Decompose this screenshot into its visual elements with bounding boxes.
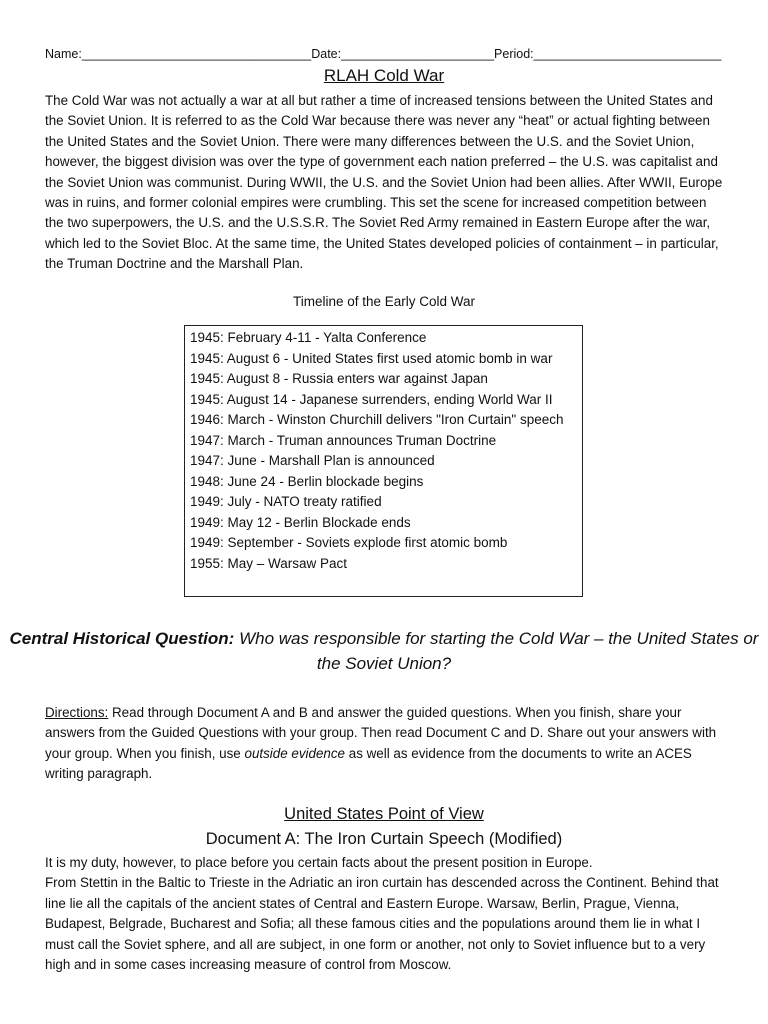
document-paragraph: It is my duty, however, to place before you certain facts about the present position in Europe. (45, 855, 593, 870)
central-question-label: Central Historical Question: (9, 629, 235, 648)
timeline-heading: Timeline of the Early Cold War (292, 294, 476, 309)
timeline-item: 1945: August 14 - Japanese surrenders, ending World War II (190, 391, 553, 407)
timeline-item: 1949: July - NATO treaty ratified (190, 494, 382, 509)
name-date-period-line: Name:_________________________________Date:______________________Period:___________________________ (45, 47, 722, 61)
directions-paragraph (45, 703, 725, 785)
timeline-item: 1945: August 6 - United States first used atomic bomb in war (190, 350, 553, 366)
directions-emphasis: outside evidence (244, 745, 346, 761)
timeline-box (184, 325, 583, 597)
timeline-item: 1949: May 12 - Berlin Blockade ends (190, 514, 411, 530)
section-heading: United States Point of View (284, 805, 484, 823)
document-paragraph: From Stettin in the Baltic to Trieste in the Adriatic an iron curtain has descended across the Continent. Behind that line lie all the capitals of the ancient states of Central and Eastern Europe. Warsaw, Berlin, Prague, Vienna, Budapest, Belgrade, Bucharest and Sofia; all these famous cities and the populations around them lie in what I must call the Soviet sphere, and all are subject, in one form or another, not only to Soviet influence but to a very high and in some cases increasing measure of control from Moscow. (45, 875, 719, 973)
timeline-item: 1949: September - Soviets explode first atomic bomb (190, 535, 508, 550)
timeline-item: 1945: February 4-11 - Yalta Conference (190, 330, 427, 345)
directions-text-before: Read through Document A and B and answer the guided questions. When you finish, share your answers from the Guided Questions with your group. Then read Document C and D. Share out your answers with your group. When you finish, use (45, 705, 717, 761)
timeline-item: 1947: June - Marshall Plan is announced (190, 453, 435, 468)
directions-label: Directions: (45, 705, 109, 720)
timeline-item: 1946: March - Winston Churchill delivers "Iron Curtain" speech (190, 412, 564, 427)
timeline-item: 1947: March - Truman announces Truman Doctrine (190, 432, 497, 448)
page-title: RLAH Cold War (323, 66, 445, 85)
directions-text-after: as well as evidence from the documents to write an ACES writing paragraph. (45, 745, 692, 782)
timeline-item: 1948: June 24 - Berlin blockade begins (190, 473, 424, 489)
central-question-text: Who was responsible for starting the Cold War – the United States or the Soviet Union? (239, 629, 759, 673)
intro-paragraph: The Cold War was not actually a war at all but rather a time of increased tensions between the United States and the Soviet Union. It is referred to as the Cold War because there was never any “heat” or actual fighting between the United States and the Soviet Union. There were many differences between the U.S. and the Soviet Union, however, the biggest division was over the type of government each nation preferred – the U.S. was capitalist and the Soviet Union was communist. During WWII, the U.S. and the Soviet Union had been allies. After WWII, Europe was in ruins, and former colonial empires were crumbling. This set the scene for increased competition between the two superpowers, the U.S. and the U.S.S.R. The Soviet Red Army remained in Eastern Europe after the war, which led to the Soviet Bloc. At the same time, the United States developed policies of containment – in particular, the Truman Doctrine and the Marshall Plan. (45, 93, 723, 272)
timeline-item: 1955: May – Warsaw Pact (190, 555, 348, 571)
central-historical-question (0, 626, 768, 676)
document-title: Document A: The Iron Curtain Speech (Modified) (205, 830, 563, 848)
document-text (45, 853, 725, 975)
timeline-item: 1945: August 8 - Russia enters war against Japan (190, 371, 488, 386)
